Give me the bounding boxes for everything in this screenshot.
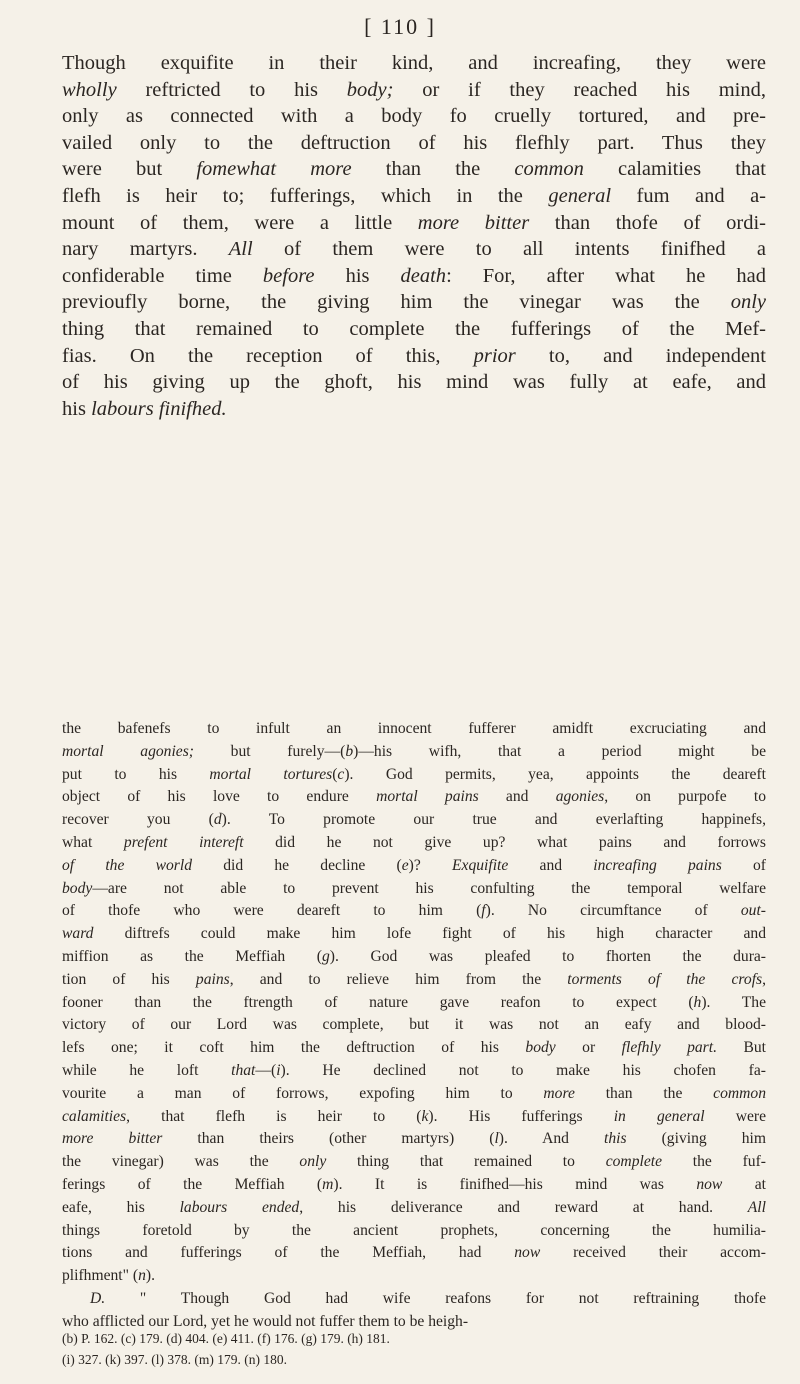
text-run: of thofe who were deareft to him ( [62, 902, 482, 920]
text-run: of them were to all intents finifhed a [252, 238, 766, 261]
italic-text: k [421, 1107, 429, 1125]
text-line [62, 1014, 766, 1037]
text-run: tion of his [62, 970, 196, 988]
italic-text: f [481, 902, 486, 920]
text-run: , his deliverance and reward at hand. [299, 1198, 748, 1216]
text-line [62, 1060, 766, 1083]
italic-text: n [138, 1267, 146, 1285]
text-run: than thofe of ordi- [529, 211, 766, 234]
italic-text: wholly [62, 78, 117, 101]
text-run: his [62, 397, 92, 420]
italic-text: e [401, 856, 409, 874]
italic-text: calamities [62, 1107, 127, 1125]
text-run: recover you ( [62, 811, 214, 829]
text-line [62, 1151, 766, 1174]
text-run: thing that remained to complete the fufferings of the Mef- [62, 317, 766, 340]
text-line [62, 1220, 766, 1243]
text-line [62, 1128, 766, 1151]
text-run: (giving him [626, 1130, 766, 1148]
text-run: nary martyrs. [62, 238, 229, 261]
text-line [62, 832, 766, 855]
text-run: diftrefs could make him lofe fight of his high character and [93, 925, 766, 943]
italic-text: prior [473, 344, 516, 367]
italic-text: mortal tortures [209, 765, 333, 783]
italic-text: h [693, 993, 702, 1011]
italic-text: flefhly part. [621, 1039, 717, 1057]
text-run: did he not give up? what pains and forrows [243, 833, 766, 851]
text-run: , [762, 970, 767, 988]
italic-text: that [231, 1061, 256, 1079]
text-run: and [508, 856, 594, 874]
text-run: thing that remained to [326, 1153, 606, 1171]
italic-text: increafing pains [593, 856, 722, 874]
text-line [62, 1106, 766, 1129]
italic-text: more bitter [417, 211, 530, 234]
italic-text: pains [195, 970, 230, 988]
text-run: or if they reached his mind, [393, 78, 766, 101]
italic-text: only [299, 1153, 327, 1171]
text-run: miffion as the Meffiah ( [62, 947, 322, 965]
text-run: fias. On the reception of this, [62, 344, 474, 367]
text-run: of [721, 856, 767, 874]
text-run: of his giving up the ghoft, his mind was fully at eafe, and [62, 371, 766, 394]
text-run: , and to relieve him from the [229, 970, 568, 988]
text-run: put to his [62, 765, 210, 783]
italic-text: D. [90, 1289, 106, 1307]
italic-text: fomewhat more [196, 158, 352, 181]
text-line [62, 289, 766, 316]
text-line [62, 1037, 766, 1060]
text-line [62, 1174, 766, 1197]
text-line [62, 741, 766, 764]
text-run: did he decline ( [192, 856, 402, 874]
text-run: the bafenefs to infult an innocent fufferer amidft excruciating and [62, 720, 766, 737]
italic-text: mortal pains [376, 788, 479, 806]
text-run: were but [62, 158, 197, 181]
text-line [62, 263, 766, 290]
text-run: fum and a- [611, 184, 766, 207]
text-run: the fuf- [662, 1153, 766, 1171]
text-run: what [62, 833, 124, 851]
text-run: )—his wifh, that a period might be [353, 742, 766, 760]
text-line [62, 1288, 766, 1311]
italic-text: labours finifhed. [91, 397, 227, 420]
text-line [62, 855, 766, 878]
text-run: who afflicted our Lord, yet he would not fuffer them to be heigh- [62, 1312, 469, 1330]
italic-text: more [543, 1084, 575, 1102]
text-run: received their accom- [540, 1244, 766, 1262]
italic-text: Exquifite [452, 856, 509, 874]
text-line [62, 878, 766, 901]
text-run: But [717, 1039, 766, 1057]
italic-text: of the world [62, 856, 193, 874]
text-run: ). [145, 1267, 155, 1285]
text-run: his [314, 264, 401, 287]
italic-text: c [337, 765, 345, 783]
text-run: ). To promote our true and everlafting happinefs, [221, 811, 767, 829]
text-run: reftricted to his [116, 78, 347, 101]
text-run: lefs one; it coft him the deftruction of his [62, 1039, 526, 1057]
text-run: ). God permits, yea, appoints the deareft [344, 765, 767, 783]
text-run: to, and independent [515, 344, 766, 367]
italic-text: All [747, 1198, 766, 1216]
footnote-line: (i) 327. (k) 397. (l) 378. (m) 179. (n) 180. [62, 1352, 287, 1367]
text-run: Though exquifite in their kind, and increafing, they were [62, 52, 766, 74]
text-run: while he loft [62, 1061, 232, 1079]
text-line [62, 1197, 766, 1220]
text-run: vailed only to the deftruction of his flefhly part. Thus they [62, 131, 766, 154]
text-line [62, 236, 766, 263]
text-line [62, 343, 766, 370]
text-run: ). And [498, 1130, 605, 1148]
italic-text: only [730, 291, 766, 314]
text-run: things foretold by the ancient prophets, concerning the humilia- [62, 1221, 766, 1239]
text-line [62, 369, 766, 396]
text-run: ). It is finifhed—his mind was [333, 1175, 697, 1193]
text-run: confiderable time [62, 264, 263, 287]
italic-text: m [322, 1175, 334, 1193]
text-run: ). He declined not to make his chofen fa- [280, 1061, 766, 1079]
text-run: only as connected with a body fo cruelly tortured, and pre- [62, 105, 766, 128]
text-line [62, 1083, 766, 1106]
text-line [62, 1265, 766, 1288]
italic-text: torments of the crofs [567, 970, 763, 988]
text-run: ). God was pleafed to fhorten the dura- [329, 947, 767, 965]
italic-text: body [525, 1039, 556, 1057]
text-line [62, 764, 766, 787]
italic-text: ward [62, 925, 94, 943]
text-run: than the [574, 1084, 714, 1102]
text-line [62, 103, 766, 130]
text-run: ). The [701, 993, 766, 1011]
text-run: the vinegar) was the [62, 1153, 300, 1171]
text-run: vourite a man of forrows, expofing him to [62, 1084, 544, 1102]
text-line [62, 992, 766, 1015]
text-line [62, 316, 766, 343]
italic-text: g [321, 947, 330, 965]
text-run: victory of our Lord was complete, but it was not an eafy and blood- [62, 1016, 766, 1034]
text-run: ). No circumftance of [485, 902, 741, 920]
italic-text: i [276, 1061, 281, 1079]
text-run: tions and fufferings of the Meffiah, had [62, 1244, 515, 1262]
italic-text: mortal agonies; [62, 742, 194, 760]
footnote-line: (b) P. 162. (c) 179. (d) 404. (e) 411. (f) 176. (g) 179. (h) 181. [62, 1331, 390, 1346]
text-run: )? [408, 856, 453, 874]
text-line [62, 77, 766, 104]
text-run: eafe, his [62, 1198, 180, 1216]
italic-text: before [262, 264, 315, 287]
main-paragraph [62, 50, 766, 422]
text-run: at [722, 1175, 766, 1193]
italic-text: now [696, 1175, 723, 1193]
footnote-quotation [62, 718, 766, 1334]
footnote-references [62, 1328, 766, 1370]
italic-text: prefent intereft [123, 833, 244, 851]
text-run: ( [332, 765, 338, 783]
page-number: [ 110 ] [364, 14, 436, 39]
text-line [62, 396, 766, 423]
text-run: but furely—( [193, 742, 346, 760]
text-line [62, 718, 766, 741]
text-line [62, 809, 766, 832]
italic-text: labours ended [179, 1198, 300, 1216]
italic-text: common [713, 1084, 766, 1102]
italic-text: this [604, 1130, 627, 1148]
text-run: than the [351, 158, 515, 181]
text-run: fooner than the ftrength of nature gave reafon to expect ( [62, 993, 694, 1011]
italic-text: death [400, 264, 447, 287]
text-run: " Though God had wife reafons for not reftraining thofe [105, 1289, 766, 1307]
text-run: or [555, 1039, 622, 1057]
italic-text: general [548, 184, 612, 207]
text-run: —are not able to prevent his confulting the temporal welfare [92, 879, 766, 897]
italic-text: complete [605, 1153, 663, 1171]
italic-text: agonies [555, 788, 605, 806]
text-run: , on purpofe to [604, 788, 767, 806]
italic-text: out- [740, 902, 766, 920]
italic-text: b [345, 742, 354, 760]
text-line [62, 1242, 766, 1265]
italic-text: common [514, 158, 584, 181]
italic-text: body; [346, 78, 394, 101]
text-line [62, 183, 766, 210]
text-line [62, 50, 766, 77]
text-run: : For, after what he had [446, 264, 766, 287]
text-run: previoufly borne, the giving him the vinegar was the [62, 291, 731, 314]
text-run: plifhment" ( [62, 1267, 139, 1285]
italic-text: d [213, 811, 222, 829]
text-run: than theirs (other martyrs) ( [162, 1130, 495, 1148]
text-run: , that flefh is heir to ( [126, 1107, 422, 1125]
text-run: —( [255, 1061, 277, 1079]
text-run: calamities that [583, 158, 767, 181]
text-run: were [704, 1107, 767, 1125]
italic-text: now [514, 1244, 541, 1262]
text-run: mount of them, were a little [62, 211, 418, 234]
text-line [62, 900, 766, 923]
text-line [62, 923, 766, 946]
text-line [62, 130, 766, 157]
text-line [62, 210, 766, 237]
text-run: and [478, 788, 556, 806]
text-run: flefh is heir to; fufferings, which in the [62, 184, 549, 207]
text-line [62, 156, 766, 183]
text-line [62, 969, 766, 992]
text-line [62, 946, 766, 969]
text-run: ). His fufferings [428, 1107, 614, 1125]
italic-text: more bitter [62, 1130, 163, 1148]
italic-text: l [494, 1130, 499, 1148]
text-run: ferings of the Meffiah ( [62, 1175, 323, 1193]
italic-text: body [62, 879, 93, 897]
italic-text: in general [613, 1107, 705, 1125]
text-run: object of his love to endure [62, 788, 377, 806]
italic-text: All [228, 238, 253, 261]
text-line [62, 786, 766, 809]
